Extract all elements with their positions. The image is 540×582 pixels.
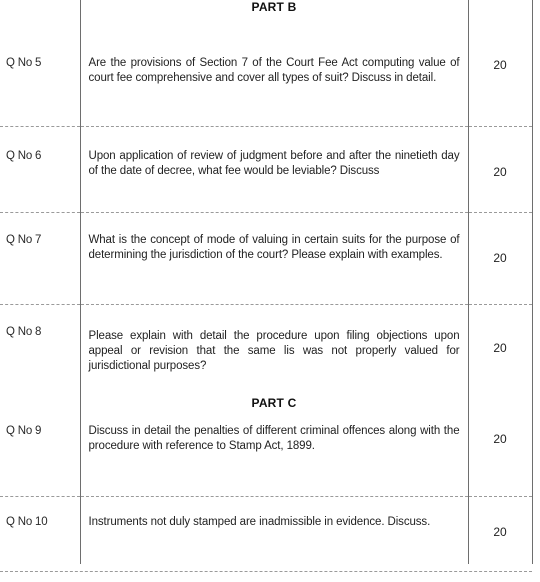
section-header-row [0,0,532,22]
question-marks: 20 [468,304,532,392]
question-text: Upon application of review of judgment before and after the ninetieth day of the date of decree, what fee would be leviable? Discuss [80,126,468,212]
question-row [0,304,532,392]
question-marks: 20 [468,22,532,126]
question-row [0,126,532,212]
question-text: Are the provisions of Section 7 of the Court Fee Act computing value of court fee comprehensive and cover all types of suit? Discuss in detail. [80,22,468,126]
question-text: Please explain with detail the procedure upon filing objections upon appeal or revision that the same lis was not properly valued for jurisdictional purposes? [80,304,468,392]
question-number: Q No 5 [6,57,42,69]
question-text: What is the concept of mode of valuing in certain suits for the purpose of determining the jurisdiction of the court? Please explain with examples. [80,212,468,304]
question-marks: 20 [468,414,532,496]
section-header-row [0,392,532,414]
question-marks: 20 [468,212,532,304]
section-heading-part-c: PART C [80,392,468,414]
question-marks: 20 [468,126,532,212]
bottom-rule [0,571,532,572]
question-row [0,212,532,304]
question-text: Discuss in detail the penalties of different criminal offences along with the procedure with reference to Stamp Act, 1899. [80,414,468,496]
question-row [0,496,532,564]
question-row [0,22,532,126]
question-marks: 20 [468,496,532,564]
section-heading-part-b: PART B [80,0,468,22]
question-number: Q No 10 [0,496,80,564]
question-number: Q No 7 [0,212,80,304]
question-row [0,414,532,496]
question-text: Instruments not duly stamped are inadmissible in evidence. Discuss. [80,496,468,564]
question-number: Q No 8 [0,304,80,392]
question-number: Q No 9 [6,425,42,437]
question-number: Q No 6 [0,126,80,212]
